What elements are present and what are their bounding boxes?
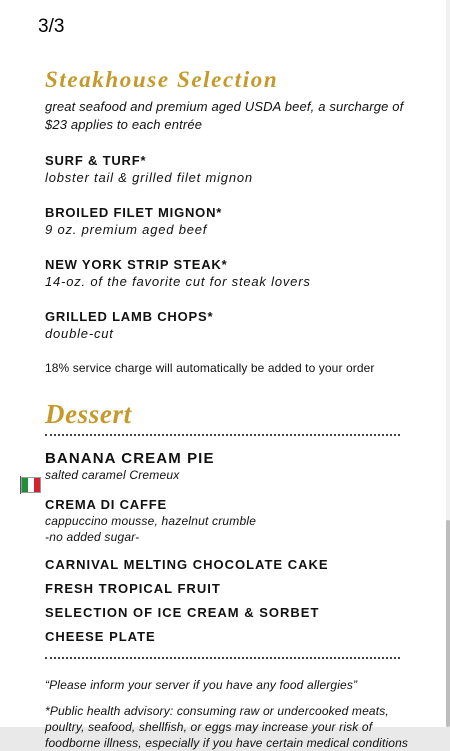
dotted-divider [45,657,400,659]
menu-item [45,580,425,597]
page-number: 3/3 [38,16,65,37]
item-description: lobster tail & grilled filet mignon [45,170,253,185]
item-note: -no added sugar- [45,530,140,544]
item-name: GRILLED LAMB CHOPS* [45,309,214,324]
dotted-divider [45,434,400,436]
menu-item [45,496,425,545]
steakhouse-intro: great seafood and premium aged USDA beef, a surcharge of $23 applies to each entrée [45,99,404,132]
scrollbar-thumb[interactable] [446,520,450,727]
item-description: 9 oz. premium aged beef [45,222,208,237]
service-charge-note: 18% service charge will automatically be added to your order [45,361,375,375]
steakhouse-section [45,64,425,376]
item-name: SURF & TURF* [45,153,147,168]
item-name: CHEESE PLATE [45,629,156,644]
item-name: FRESH TROPICAL FRUIT [45,581,221,596]
menu-item [45,204,425,238]
menu-item [45,152,425,186]
item-name: BANANA CREAM PIE [45,450,215,467]
menu-item [45,556,425,573]
item-description: salted caramel Cremeux [45,468,180,482]
health-advisory: *Public health advisory: consuming raw or undercooked meats, poultry, seafood, shellfish, or eggs may increase your risk of foodborne illness, especially if you have certain medical conditions [45,704,409,750]
item-description: double-cut [45,326,114,341]
menu-content [45,64,425,751]
menu-footer [45,677,425,751]
menu-item [45,604,425,621]
item-description: 14-oz. of the favorite cut for steak lovers [45,274,311,289]
dessert-section [45,398,425,659]
item-name: BROILED FILET MIGNON* [45,205,223,220]
menu-item [45,308,425,342]
steakhouse-title: Steakhouse Selection [45,67,279,92]
scrollbar[interactable] [446,0,450,727]
item-name: SELECTION OF ICE CREAM & SORBET [45,605,320,620]
item-name: CREMA DI CAFFE [45,497,167,512]
item-description: cappuccino mousse, hazelnut crumble [45,514,257,528]
menu-item [45,450,425,483]
allergy-notice: “Please inform your server if you have any food allergies” [45,678,358,692]
menu-item [45,256,425,290]
dessert-title: Dessert [45,399,132,429]
italian-flag-icon [21,477,41,493]
item-name: CARNIVAL MELTING CHOCOLATE CAKE [45,557,329,572]
menu-item [45,628,425,645]
item-name: NEW YORK STRIP STEAK* [45,257,228,272]
